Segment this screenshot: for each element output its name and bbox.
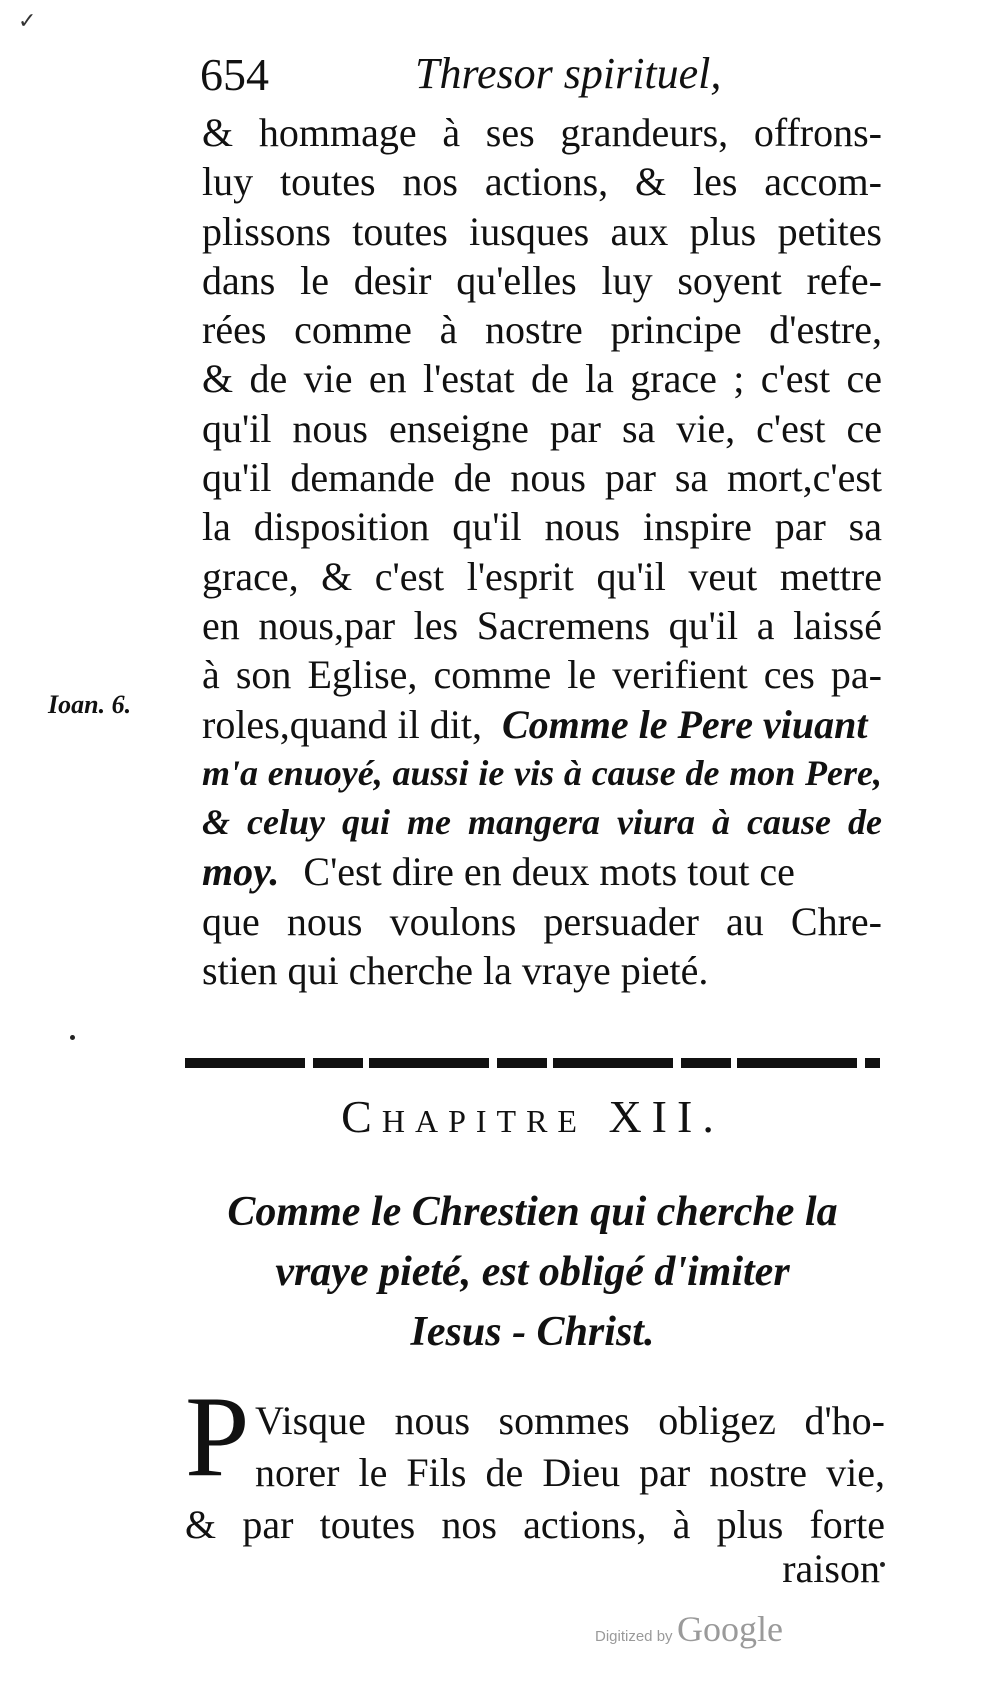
subtitle-line: vraye pieté, est obligé d'imiter	[275, 1249, 790, 1295]
running-title: Thresor spirituel,	[415, 49, 722, 98]
drop-cap: P	[185, 1373, 250, 1501]
body-text	[202, 108, 882, 995]
text-line: & de vie en l'estat de la grace ; c'est ce	[202, 356, 882, 402]
text-line: Visque nous sommes obligez d'ho-	[255, 1398, 885, 1443]
text-line: qu'il demande de nous par sa mort,c'est	[202, 455, 882, 501]
page-header	[200, 48, 880, 108]
quote-fragment: moy.	[202, 849, 280, 895]
text-line: plissons toutes iusques aux plus petites	[202, 208, 882, 254]
quote-line: m'a enuoyé, aussi ie vis à cause de mon Pere,	[202, 752, 882, 793]
chapter-heading: Chapitre XII.	[341, 1091, 724, 1142]
text-line: qu'il nous enseigne par sa vie, c'est ce	[202, 405, 882, 451]
text-line: norer le Fils de Dieu par nostre vie,	[255, 1450, 885, 1495]
watermark-brand: Google	[677, 1609, 783, 1649]
page-number: 654	[200, 49, 269, 100]
text-fragment: roles,quand il dit,	[202, 701, 482, 747]
text-line: stien qui cherche la vraye pieté.	[202, 948, 709, 994]
ink-speck-icon: ✓	[18, 8, 37, 33]
quote-fragment: Comme le Pere viuant	[501, 701, 868, 747]
text-line-mixed	[202, 847, 882, 896]
text-line: en nous,par les Sacremens qu'il a laissé	[202, 602, 882, 648]
digitization-watermark	[595, 1608, 783, 1650]
text-line: que nous voulons persuader au Chre-	[202, 898, 882, 944]
text-line-mixed	[202, 700, 882, 749]
ornamental-divider	[185, 1058, 880, 1068]
quote-line: & celuy qui me mangera viura à cause de	[202, 802, 882, 843]
text-line: à son Eglise, comme le verifient ces pa-	[202, 652, 882, 698]
text-line: la disposition qu'il nous inspire par sa	[202, 504, 882, 550]
text-line: & hommage à ses grandeurs, offrons-	[202, 110, 882, 155]
text-line: rées comme à nostre principe d'estre,	[202, 307, 882, 353]
text-line: & par toutes nos actions, à plus forte	[185, 1502, 885, 1547]
text-line: luy toutes nos actions, & les accom-	[202, 159, 882, 205]
catchword: raison	[782, 1546, 880, 1591]
text-fragment: C'est dire en deux mots tout ce	[303, 849, 795, 895]
text-line: dans le desir qu'elles luy soyent refe-	[202, 257, 882, 303]
ink-dot-icon	[70, 1035, 75, 1040]
ink-dot-icon	[880, 1562, 885, 1567]
margin-note: Ioan. 6.	[48, 690, 132, 719]
watermark-prefix: Digitized by	[595, 1628, 673, 1645]
chapter-paragraph	[185, 1395, 885, 1551]
subtitle-line: Comme le Chrestien qui cherche la	[227, 1189, 838, 1235]
chapter-subtitle	[185, 1182, 880, 1362]
text-line: grace, & c'est l'esprit qu'il veut mettre	[202, 553, 882, 599]
subtitle-line: Iesus - Christ.	[410, 1309, 655, 1355]
